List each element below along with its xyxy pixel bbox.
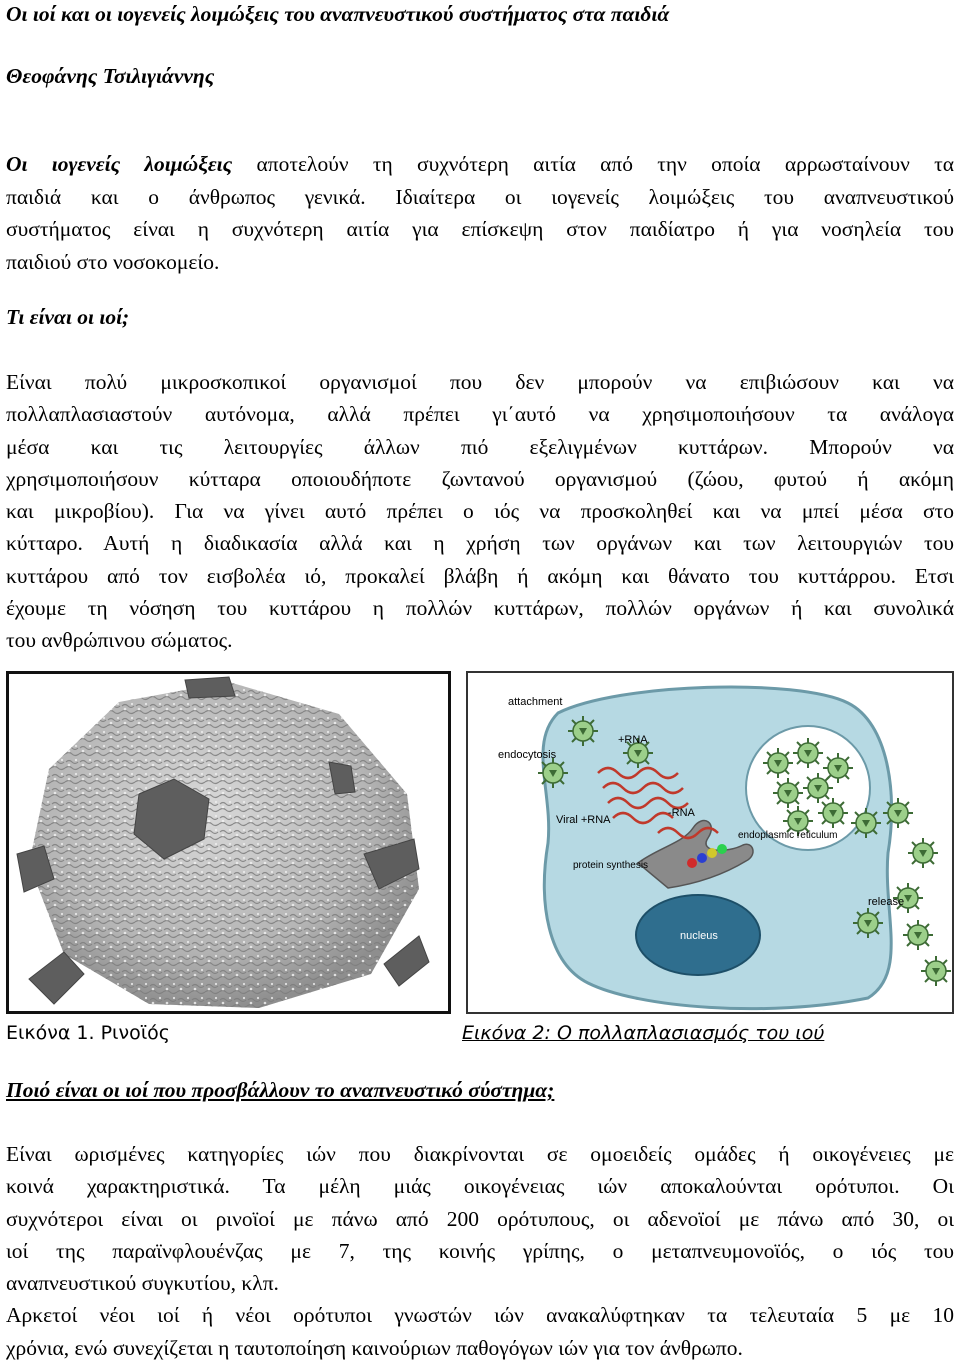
section-heading-respiratory-viruses: Ποιό είναι οι ιοί που προσβάλλουν το αναπνευστικό σύστημα; xyxy=(6,1078,555,1102)
intro-lead: Οι ιογενείς λοιμώξεις xyxy=(6,152,233,176)
label-nucleus: nucleus xyxy=(680,930,718,942)
figure-rhinovirus-image xyxy=(6,671,451,1014)
s2-line-3: συχνότεροι είναι οι ρινοϊοί με πάνω από 200 ορότυπους, οι αδενοϊοί με πάνω από 30, οι xyxy=(6,1206,954,1231)
section-heading-what-are-viruses: Τι είναι οι ιοί; xyxy=(6,305,130,329)
label-endoplasmic-reticulum: endoplasmic reticulum xyxy=(738,830,838,841)
figure1-caption: Εικόνα 1. Ρινοϊός xyxy=(6,1022,170,1044)
label-release: release xyxy=(868,896,905,908)
label-protein-synthesis: protein synthesis xyxy=(573,860,649,871)
document-title: Οι ιοί και οι ιογενείς λοιμώξεις του αναπνευστικού συστήματος στα παιδιά xyxy=(6,2,670,26)
label-viral-rna: Viral +RNA xyxy=(556,814,611,826)
s1-line-2: πολλαπλασιαστούν αυτόνομα, αλλά πρέπει γι΄αυτό να χρησιμοποιήσουν τα ανάλογα xyxy=(6,402,954,427)
s1-line-9: του ανθρώπινου σώματος. xyxy=(6,628,233,653)
label-minus-rna: -RNA xyxy=(668,807,695,819)
intro-paragraph xyxy=(6,148,954,278)
rhinovirus-capsid-illustration xyxy=(9,674,448,1011)
intro-line-2: παιδιά και ο άνθρωπος γενικά. Ιδιαίτερα οι ιογενείς λοιμώξεις του αναπνευστικού xyxy=(6,184,954,209)
s1-line-8: έχουμε τη νόσηση του κυττάρου η πολλών κυττάρων, πολλών οργάνων ή και συνολικά xyxy=(6,596,954,621)
figure2-caption: Εικόνα 2: Ο πολλαπλασιασμός του ιού xyxy=(462,1022,825,1044)
s2-line-4: ιοί της παραϊνφλουένζας με 7, της κοινής γρίπης, ο μεταπνευμονοϊός, ο ιός του xyxy=(6,1238,954,1263)
section2-paragraph xyxy=(6,1138,954,1364)
intro-line-1-text: αποτελούν τη συχνότερη αιτία από την οποία αρρωσταίνουν τα xyxy=(232,152,954,176)
s2-line-7: χρόνια, ενώ συνεχίζεται η ταυτοποίηση καινούριων παθογόγων ιών για τον άνθρωπο. xyxy=(6,1335,743,1360)
section1-paragraph xyxy=(6,366,954,657)
s2-line-6: Αρκετοί νέοι ιοί ή νέοι ορότυποι γνωστών ιών ανακαλύφτηκαν τα τελευταία 5 με 10 xyxy=(6,1303,954,1328)
s1-line-3: μέσα και τις λειτουργίες άλλων πιό εξελιγμένων κυττάρων. Μπορούν να xyxy=(6,434,954,459)
author-name: Θεοφάνης Τσιλιγιάννης xyxy=(6,64,215,88)
label-endocytosis: endocytosis xyxy=(498,749,557,761)
s1-line-7: κυττάρου από τον εισβολέα ιό, προκαλεί βλάβη ή ακόμη και θάνατο του κυττάρρου. Ετσι xyxy=(6,563,954,588)
s1-line-4: χρησιμοποιήσουν κύτταρα οποιουδήποτε ζωντανού οργανισμού (ζώου, φυτού ή ακόμη xyxy=(6,466,954,491)
label-plus-rna: +RNA xyxy=(618,734,648,746)
s1-line-6: κύτταρο. Αυτή η διαδικασία αλλά και η χρήση των οργάνων και των λειτουργιών του xyxy=(6,531,954,556)
s1-line-1: Είναι πολύ μικροσκοπικοί οργανισμοί που δεν μπορούν να επιβιώσουν και να xyxy=(6,370,954,394)
intro-line-4: παιδιού στο νοσοκομείο. xyxy=(6,249,220,274)
s2-line-5: αναπνευστικού συγκυτίου, κλπ. xyxy=(6,1271,279,1296)
s2-line-1: Είναι ωρισμένες κατηγορίες ιών που διακρίνονται σε ομοειδείς ομάδες ή οικογένειες με xyxy=(6,1142,954,1166)
intro-line-3: συστήματος είναι η συχνότερη αιτία για επίσκεψη στον παιδίατρο ή για νοσηλεία του xyxy=(6,217,954,241)
s1-line-5: και μικροβίου). Για να γίνει αυτό πρέπει ο ιός να προσκοληθεί και να μπεί μέσα στο xyxy=(6,499,954,524)
intro-line-1 xyxy=(6,148,954,181)
label-attachment: attachment xyxy=(508,696,563,708)
figure-virus-replication-diagram xyxy=(466,671,954,1014)
replication-diagram-illustration xyxy=(468,673,952,1012)
s2-line-2: κοινά χαρακτηριστικά. Τα μέλη μιάς οικογένειας ιών αποκαλούνται ορότυποι. Οι xyxy=(6,1174,954,1199)
